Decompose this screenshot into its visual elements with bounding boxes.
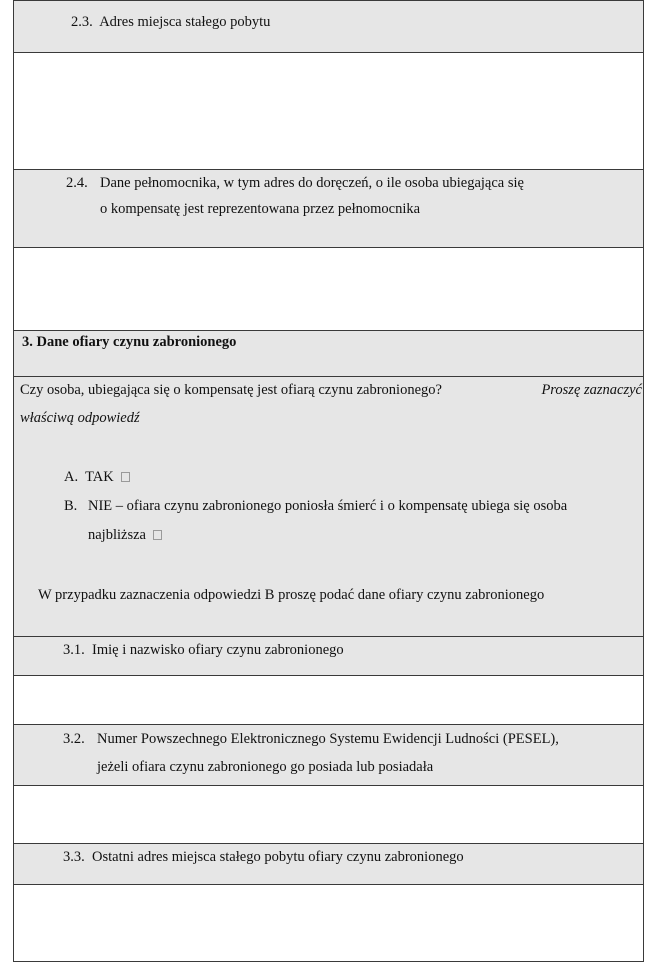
section-3-3-input[interactable] [13,884,644,962]
section-2-3-number: 2.3. [71,14,93,30]
option-b-letter: B. [64,498,78,514]
section-2-4-line1: Dane pełnomocnika, w tym adres do doręczeń, o ile osoba ubiegająca się [100,175,524,191]
section-3-3-number: 3.3. [63,849,85,865]
section-3-heading: 3. Dane ofiary czynu zabronionego [22,334,237,350]
section-2-4-header [13,169,644,248]
section-3-3-label [63,846,464,868]
option-b-line2: najbliższa [88,527,146,543]
section-3-1-text: Imię i nazwisko ofiary czynu zabronionego [92,642,344,658]
section-3-question-block [13,376,644,637]
section-2-4-input[interactable] [13,247,644,331]
section-3-1-number: 3.1. [63,642,85,658]
section-3-1-header [13,636,644,676]
question-line1 [20,379,642,401]
option-a[interactable] [64,466,130,488]
section-2-4-number: 2.4. [66,175,88,191]
section-3-3-text: Ostatni adres miejsca stałego pobytu ofiary czynu zabronionego [92,849,464,865]
option-b[interactable] [88,524,162,546]
section-2-3-header [13,0,644,53]
section-3-1-label [63,639,344,661]
section-2-3-input[interactable] [13,52,644,170]
section-3-heading-row [13,330,644,377]
question-hint-1: Proszę zaznaczyć [541,382,642,398]
section-2-4-line2: o kompensatę jest reprezentowana przez pełnomocnika [100,201,421,217]
section-3-1-input[interactable] [13,675,644,725]
option-a-letter: A. [64,469,79,485]
option-a-label: TAK [85,469,114,485]
section-3-3-header [13,843,644,885]
form-table [13,0,644,963]
option-a-checkbox[interactable] [121,472,130,482]
section-3-2-header [13,724,644,786]
question-text: Czy osoba, ubiegająca się o kompensatę jest ofiarą czynu zabronionego? [20,382,442,398]
section-2-3-text: Adres miejsca stałego pobytu [99,14,271,30]
section-2-3-label [71,11,270,33]
option-b-checkbox[interactable] [153,530,162,540]
section-3-2-input[interactable] [13,785,644,844]
option-b-line1: NIE – ofiara czynu zabronionego poniosła śmierć i o kompensatę ubiega się osoba [88,498,568,514]
section-3-2-line2: jeżeli ofiara czynu zabronionego go posiada lub posiadała [97,759,434,775]
instruction-text: W przypadku zaznaczenia odpowiedzi B proszę podać dane ofiary czynu zabronionego [38,587,545,603]
question-hint-2: właściwą odpowiedź [20,410,140,426]
section-3-2-line1: Numer Powszechnego Elektronicznego Systemu Ewidencji Ludności (PESEL), [97,731,559,747]
section-3-2-number: 3.2. [63,731,85,747]
